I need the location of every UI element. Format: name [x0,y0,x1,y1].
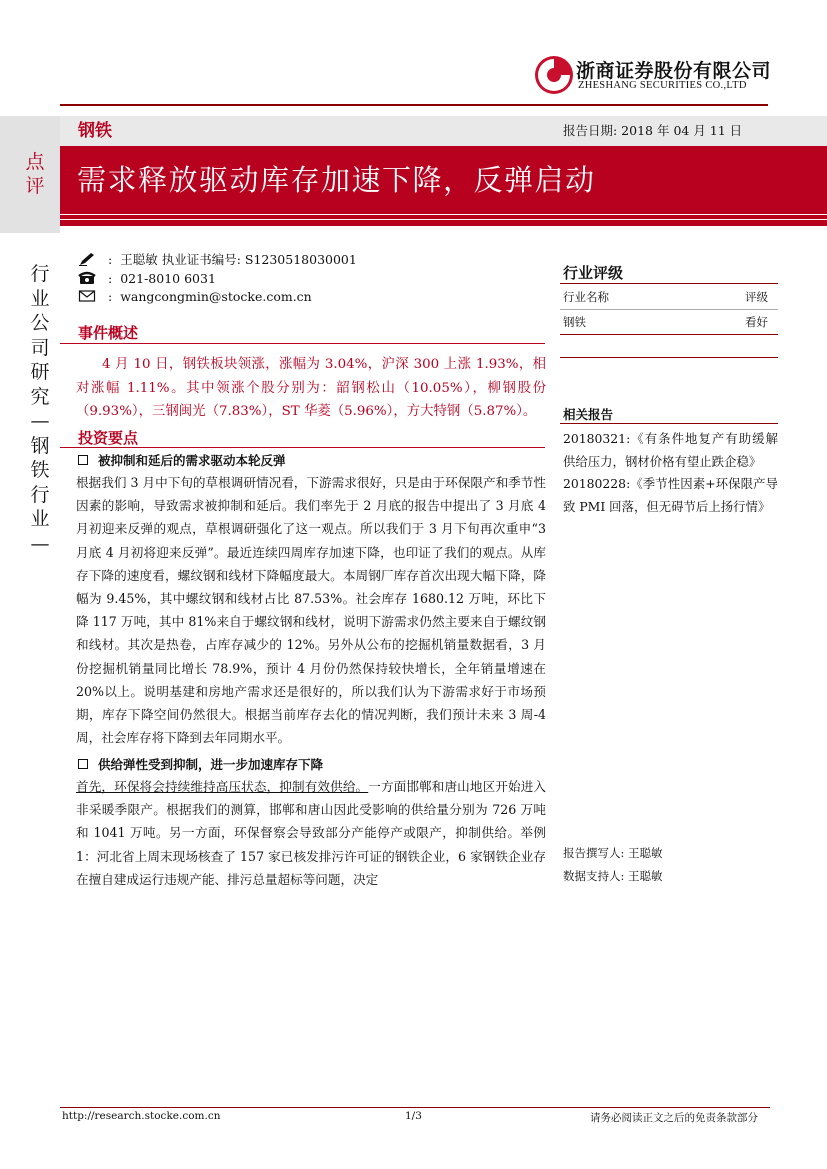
related-heading: 相关报告 [563,407,614,422]
sidebar-category: 行 业 公 司 研 究 — 钢 铁 行 业 — [30,263,50,555]
footer-divider [60,1107,770,1108]
header-divider [60,104,768,106]
company-name-cn: 浙商证券股份有限公司 [576,60,772,82]
sidebar-doc-type: 点 评 [25,151,45,197]
company-name-en: ZHESHANG SECURITIES CO.,LTD [578,80,747,91]
analyst-email-row[interactable]: : wangcongmin@stocke.com.cn [78,288,312,305]
rating-row-rule [560,309,778,310]
company-logo-icon [534,55,574,95]
invest-paragraph-2: 首先，环保将会持续维持高压状态，抑制有效供给。一方面邯郸和唐山地区开始进入非采暖季限产。根据我们的测算，邯郸和唐山因此受影响的供给量分别为 726 万吨和 1041 万吨。另一方面，环保督察会导致部分产能停产或限产，抑制供给。举例 1：河北省上周末现场核查了 157 家已核发排污许可证的钢铁企业，6 家钢铁企业存在擅自建成运行违规产能、排污总量超标等问题，决定 [76,779,547,887]
related-report-1: 20180321:《有条件地复产有助缓解供给压力，钢材价格有望止跌企稳》 [563,431,778,469]
phone-icon [78,271,96,285]
invest-bullet-1: 被抑制和延后的需求驱动本轮反弹 [78,451,286,469]
analyst-phone-row: : 021-8010 6031 [78,270,216,287]
related-rule [560,423,778,424]
checkbox-icon [78,455,88,465]
rating-heading: 行业评级 [563,264,624,282]
analyst-name-row: : 王聪敏 执业证书编号: S1230518030001 [78,251,357,268]
invest-heading-rule [60,447,545,448]
checkbox-icon [78,759,88,769]
data-supporter: 数据支持人: 王聪敏 [563,869,663,883]
report-date: 报告日期: 2018 年 04 月 11 日 [563,123,743,138]
mail-icon [78,289,96,303]
invest-paragraph-1: 根据我们 3 月中下旬的草根调研情况看，下游需求很好，只是由于环保限产和季节性因素的影响，导致需求被抑制和延后。我们率先于 2 月底的报告中提出了 3 月底 4 月初迎来反弹的观点，草根调研强化了这一观点。所以我们于 3 月下旬再次重申“3 月底 4 月初将迎来反弹”。最近连续四周库存加速下降，也印证了我们的观点。从库存下降的速度看，螺纹钢和线材下降幅度最大。本周钢厂库存首次出现大幅下降，降幅为 9.45%，其中螺纹钢和线材占比 87.53%。社会库存 1680.12 万吨，环比下降 117 万吨，其中 81%来自于螺纹钢和线材，说明下游需求仍然主要来自于螺纹钢和线材。其次是热卷，占库存减少的 12%。另外从公布的挖掘机销量数据看，3 月份挖掘机销量同比增长 78.9%，预计 4 月份仍然保持较快增长，全年销量增速在 20%以上。说明基建和房地产需求还是很好的，所以我们认为下游需求好于市场预期，库存下降空间仍然很大。根据当前库存去化的情况判断，我们预计未来 3 周-4 周，社会库存将下降到去年同期水平。 [76,475,546,746]
event-heading: 事件概述 [78,324,139,342]
sector-label: 钢铁 [78,121,112,141]
rating-header-row: 行业名称 评级 [563,290,768,304]
rating-rule-bottom [560,334,778,335]
invest-heading: 投资要点 [78,429,139,447]
rating-rule-end [560,357,778,358]
analyst-email[interactable]: wangcongmin@stocke.com.cn [120,289,312,304]
rating-rule [560,283,778,284]
event-paragraph: 4 月 10 日，钢铁板块领涨，涨幅为 3.04%，沪深 300 上涨 1.93%，相对涨幅 1.11%。其中领涨个股分别为：韶钢松山（10.05%），柳钢股份（9.93%），三钢闽光（7.83%），ST 华菱（5.96%），方大特钢（5.87%）。 [76,357,546,420]
pen-icon [78,252,96,266]
title-band-stripes [60,210,827,226]
related-report-2: 20180228:《季节性因素+环保限产导致 PMI 回落，但无碍节后上扬行情》 [563,476,778,514]
event-heading-rule [60,343,545,344]
rating-value-row: 钢铁 看好 [563,315,768,329]
footer-disclaimer: 请务必阅读正文之后的免责条款部分 [590,1112,758,1124]
footer-url[interactable]: http://research.stocke.com.cn [62,1110,221,1122]
report-writer: 报告撰写人: 王聪敏 [563,846,663,860]
page-number: 1/3 [405,1110,422,1122]
invest-bullet-2: 供给弹性受到抑制，进一步加速库存下降 [78,755,323,773]
report-title: 需求释放驱动库存加速下降，反弹启动 [77,163,596,197]
